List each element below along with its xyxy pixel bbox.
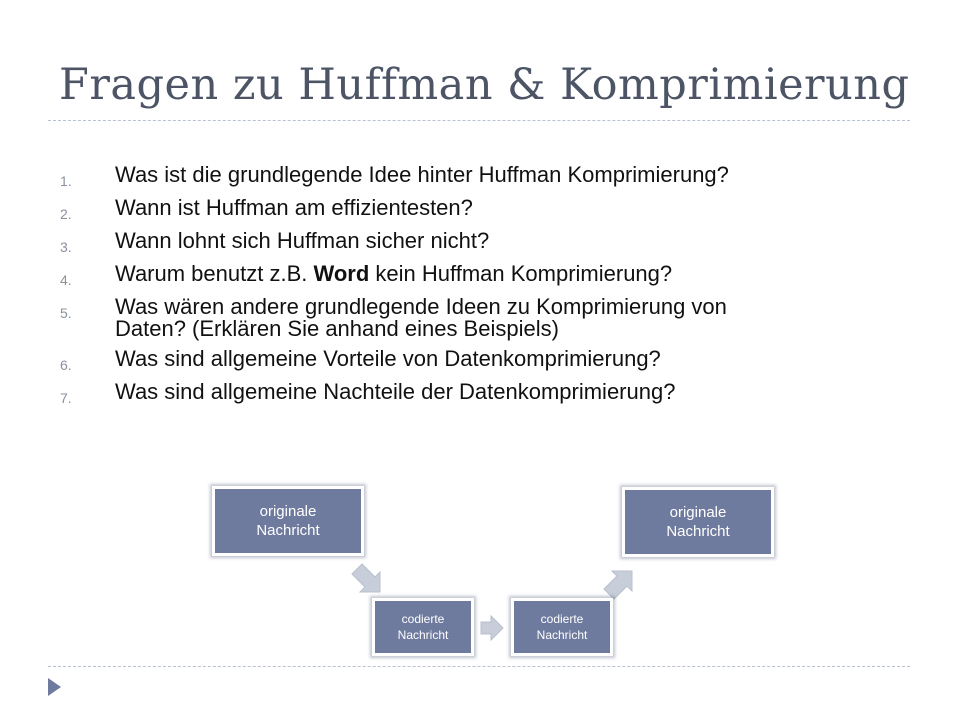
question-number: 3. <box>60 239 72 255</box>
box-label-line2: Nachricht <box>397 628 449 642</box>
question-text: Wann ist Huffman am effizientesten? <box>115 195 473 220</box>
question-number: 5. <box>60 305 72 321</box>
box-label-line2: Nachricht <box>666 523 730 540</box>
question-number: 4. <box>60 272 72 288</box>
question-text-pre: Warum benutzt z.B. <box>115 261 314 286</box>
triangle-bullet-icon <box>48 678 61 696</box>
question-text: Was ist die grundlegende Idee hinter Huffman Komprimierung? <box>115 162 729 187</box>
arrow-down-icon <box>352 564 380 592</box>
footer-divider <box>48 666 910 667</box>
question-number: 6. <box>60 357 72 373</box>
question-text-line1: Was wären andere grundlegende Ideen zu Komprimierung von <box>115 294 727 319</box>
arrow-right-icon <box>481 616 503 640</box>
box-label-line2: Nachricht <box>256 522 320 539</box>
box-label-line1: originale <box>259 503 317 520</box>
box-label-line1: originale <box>669 504 727 521</box>
original-message-box-output <box>622 487 774 557</box>
original-message-box-input <box>212 486 364 556</box>
question-text-post: kein Huffman Komprimierung? <box>369 261 673 286</box>
box-label-line2: Nachricht <box>536 628 588 642</box>
encoded-message-box-received <box>511 598 613 656</box>
encoded-message-box-sent <box>372 598 474 656</box>
question-text: Was sind allgemeine Vorteile von Datenkomprimierung? <box>115 346 661 371</box>
question-text: Wann lohnt sich Huffman sicher nicht? <box>115 228 490 253</box>
slide-title: Fragen zu Huffman & Komprimierung <box>59 60 910 110</box>
question-number: 7. <box>60 390 72 406</box>
question-text-line2: Daten? (Erklären Sie anhand eines Beispiels) <box>115 316 559 341</box>
question-text-bold: Word <box>313 261 370 286</box>
question-number: 1. <box>60 173 72 189</box>
arrow-up-icon <box>604 571 632 599</box>
box-label-line1: codierte <box>540 612 584 626</box>
question-text: Was sind allgemeine Nachteile der Datenkomprimierung? <box>115 379 676 404</box>
question-number: 2. <box>60 206 72 222</box>
box-label-line1: codierte <box>401 612 445 626</box>
